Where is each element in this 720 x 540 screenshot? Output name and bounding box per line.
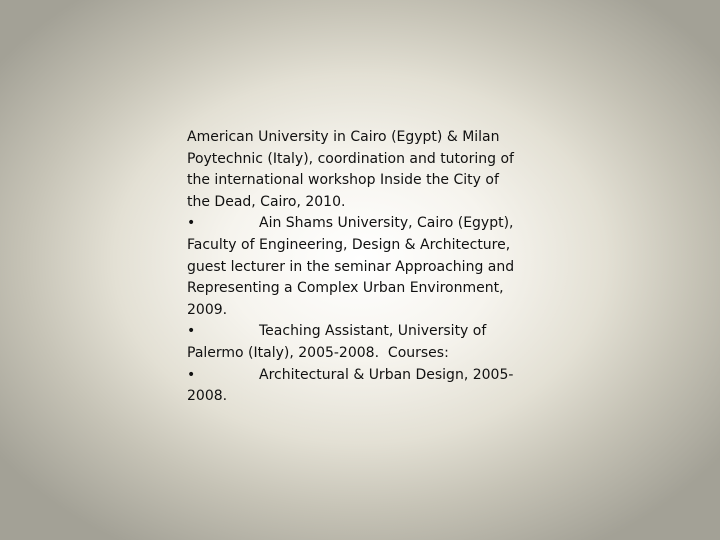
text-line: 2009. [187,301,228,318]
bullet-item [187,213,539,235]
bullet-marker: • [187,366,196,383]
text-line: 2008. [187,388,228,405]
text-line: Poytechnic (Italy), coordination and tutoring of [187,150,514,167]
text-line: Palermo (Italy), 2005-2008. Courses: [187,344,449,361]
bullet-text: Ain Shams University, Cairo (Egypt), [259,215,514,232]
text-line: the Dead, Cairo, 2010. [187,193,346,210]
bullet-text: Architectural & Urban Design, 2005- [259,366,514,383]
text-line: American University in Cairo (Egypt) & Milan [187,129,500,145]
bullet-item [187,365,539,387]
text-line: Faculty of Engineering, Design & Architecture, [187,236,511,253]
cv-text-block [187,127,539,408]
bullet-text: Teaching Assistant, University of [259,323,487,340]
text-line: guest lecturer in the seminar Approaching and [187,258,515,275]
bullet-item [187,321,539,343]
bullet-marker: • [187,323,196,340]
bullet-marker: • [187,215,196,232]
text-line: Representing a Complex Urban Environment, [187,280,504,297]
text-line: the international workshop Inside the City of [187,172,499,189]
